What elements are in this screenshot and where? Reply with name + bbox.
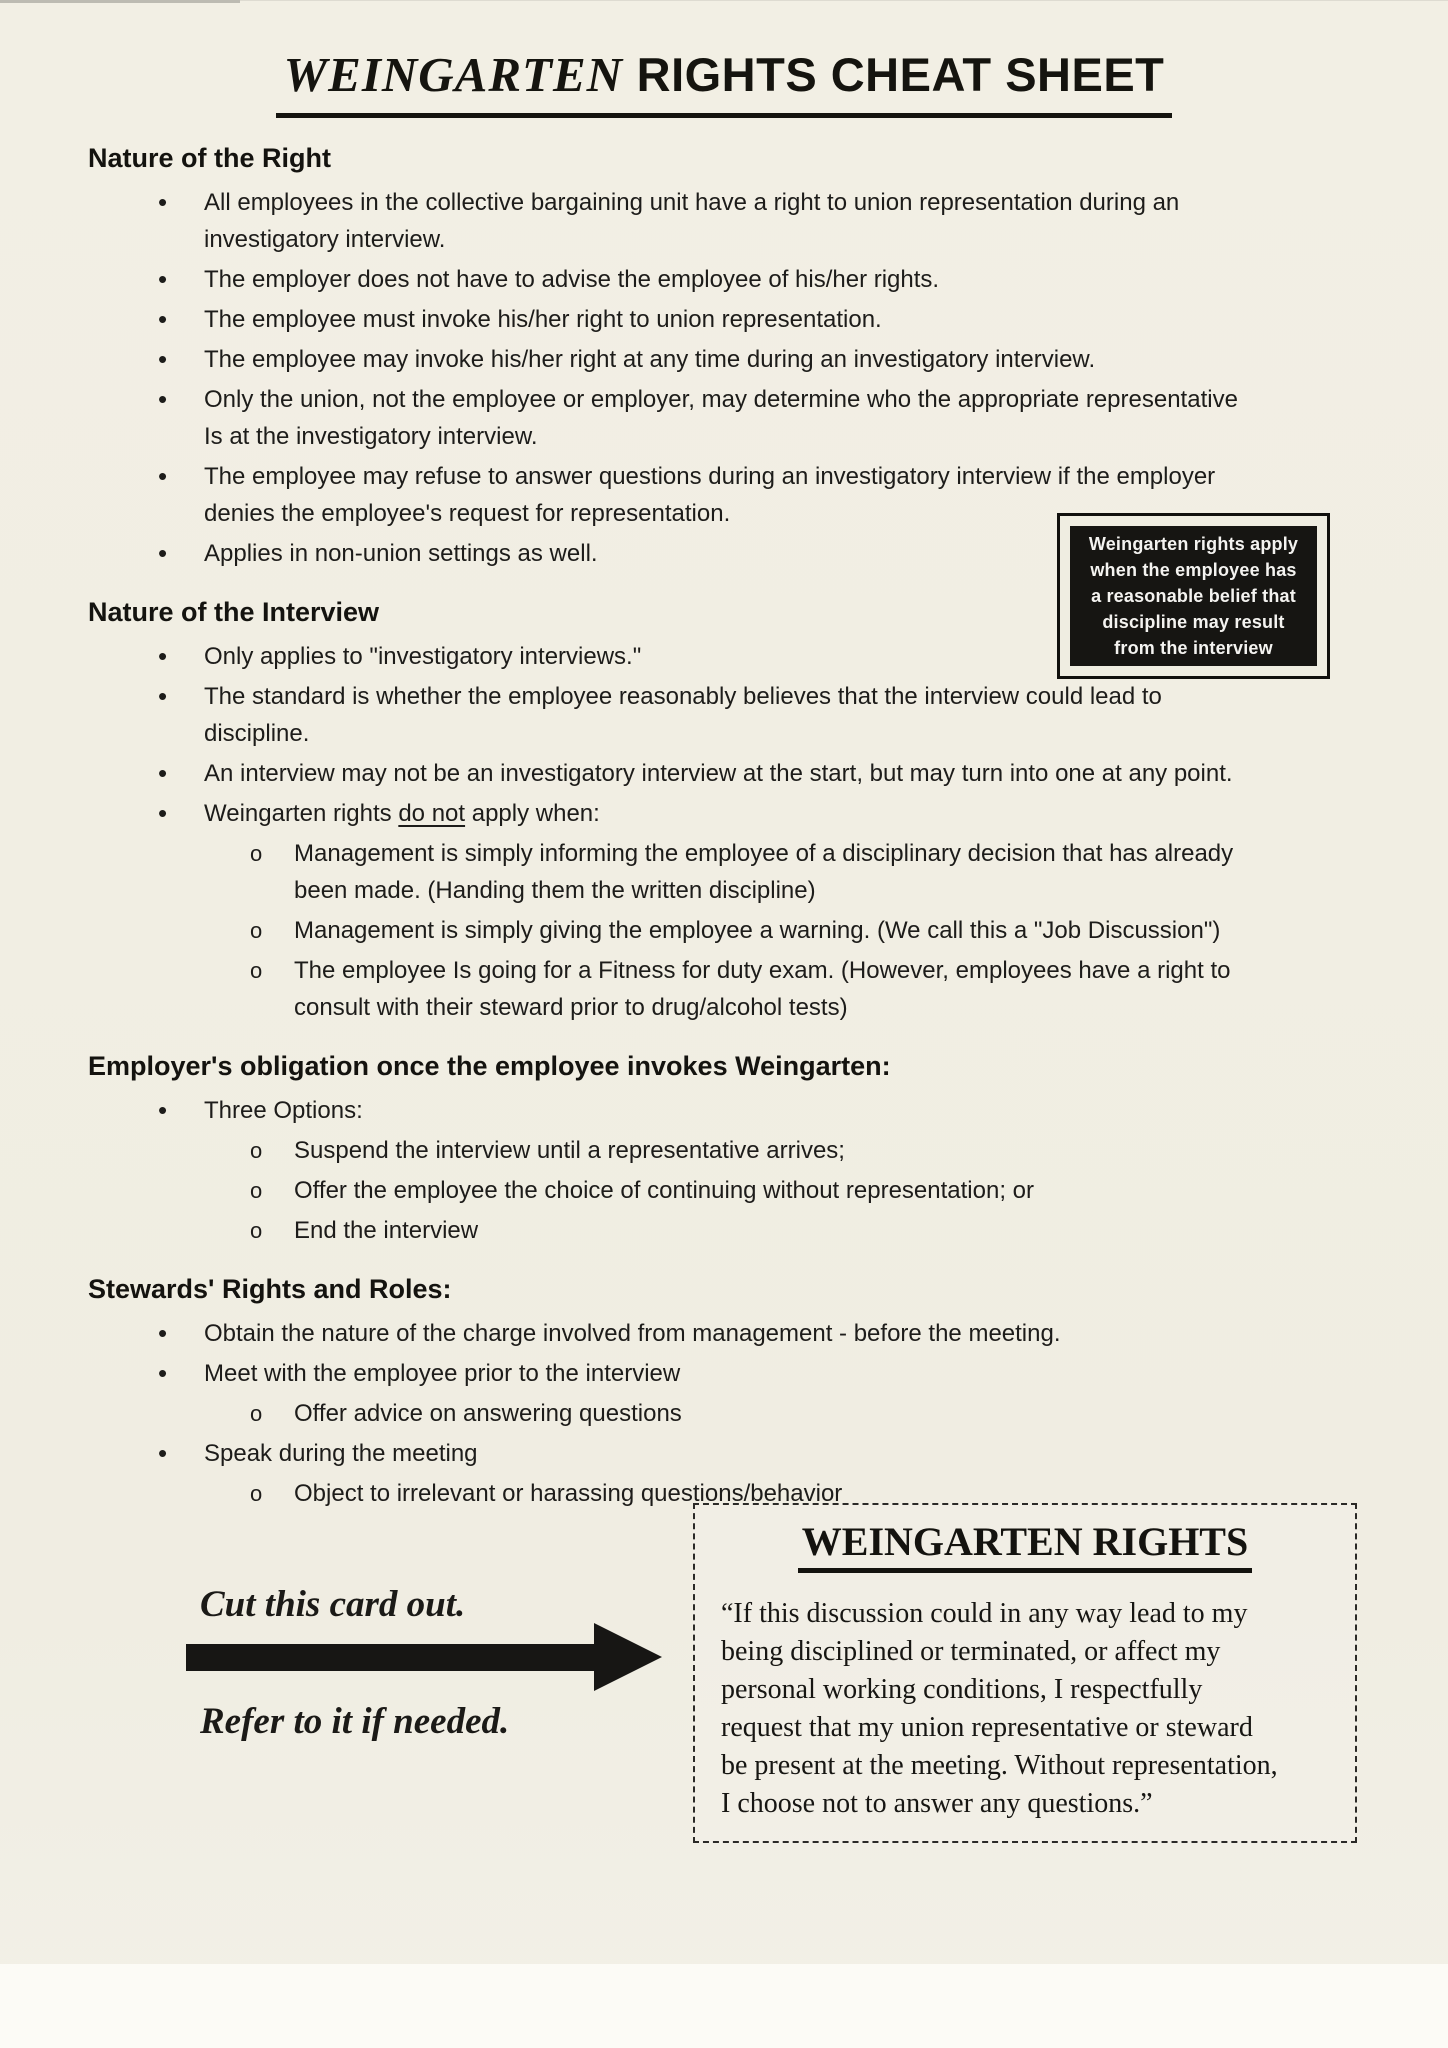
bullet-item (158, 381, 1448, 455)
bullet-icon: • (158, 798, 168, 828)
bullet-item (158, 1435, 1448, 1472)
text-line: An interview may not be an investigatory interview at the start, but may turn into one at any point. (204, 760, 1233, 787)
text-line: The employee may refuse to answer questions during an investigatory interview if the employer (204, 463, 1216, 490)
text-line: been made. (Handing them the written discipline) (294, 877, 816, 904)
bullet-item (158, 1355, 1448, 1392)
text-line: Applies in non-union settings as well. (204, 540, 598, 567)
page-title-underline (276, 46, 1173, 118)
card-title-wrap (695, 1519, 1355, 1573)
bullet-text (294, 1212, 1448, 1249)
bullet-icon: • (158, 681, 168, 711)
text-line: The employer does not have to advise the employee of his/her rights. (204, 266, 940, 293)
text-line: denies the employee's request for representation. (204, 500, 731, 527)
section-heading: Nature of the Right (88, 143, 331, 173)
bullet-text (204, 755, 1448, 792)
section (0, 140, 1448, 572)
circle-bullet-icon: o (250, 841, 263, 866)
text-line: Weingarten rights apply (1088, 534, 1299, 554)
text-line: The standard is whether the employee reasonably believes that the interview could lead to (204, 683, 1162, 710)
bullet-text (294, 952, 1448, 1026)
text-line: being disciplined or terminated, or affect my (721, 1636, 1221, 1667)
scan-edge-bottom (0, 1964, 1448, 2048)
text-line: Only applies to "investigatory interviews." (204, 643, 642, 670)
section-heading: Nature of the Interview (88, 597, 380, 627)
sub-bullet-item (250, 912, 1448, 949)
bullet-icon: • (158, 344, 168, 374)
sub-bullet-item (250, 835, 1448, 909)
bullet-text (204, 1092, 1448, 1129)
bullet-icon: • (158, 758, 168, 788)
bullet-text (204, 1315, 1448, 1352)
bullet-text (294, 912, 1448, 949)
section (0, 1271, 1448, 1512)
text-line: request that my union representative or steward (721, 1712, 1253, 1743)
bullet-text (204, 381, 1448, 455)
bullet-icon: • (158, 264, 168, 294)
text-line: Meet with the employee prior to the interview (204, 1360, 681, 1387)
cut-instruction-1: Cut this card out. (200, 1584, 466, 1625)
bullet-text (204, 1355, 1448, 1392)
text-line: Three Options: (204, 1097, 363, 1124)
plain-text: Weingarten rights (204, 800, 399, 827)
bullet-item (158, 755, 1448, 792)
text-line: investigatory interview. (204, 226, 446, 253)
text-line: Only the union, not the employee or employer, may determine who the appropriate representative (204, 386, 1238, 413)
bullet-item (158, 301, 1448, 338)
bullet-icon: • (158, 461, 168, 491)
text-line: Offer advice on answering questions (294, 1400, 682, 1427)
text-line: Obtain the nature of the charge involved from management - before the meeting. (204, 1320, 1061, 1347)
text-line: consult with their steward prior to drug/alcohol tests) (294, 994, 848, 1021)
bullet-icon: • (158, 187, 168, 217)
text-line: “If this discussion could in any way lead to my (721, 1598, 1248, 1629)
text-line: The employee may invoke his/her right at any time during an investigatory interview. (204, 346, 1096, 373)
card-quote (721, 1595, 1345, 1823)
bullet-text (204, 184, 1448, 258)
text-line: All employees in the collective bargaining unit have a right to union representation during an (204, 189, 1180, 216)
circle-bullet-icon: o (250, 918, 263, 943)
bullet-item (158, 184, 1448, 258)
text-line: Management is simply informing the employee of a disciplinary decision that has already (294, 840, 1234, 867)
bullet-text (204, 1435, 1448, 1472)
section-heading: Stewards' Rights and Roles: (88, 1274, 452, 1304)
text-line: a reasonable belief that (1091, 586, 1296, 606)
sub-bullet-item (250, 1212, 1448, 1249)
text-line: Speak during the meeting (204, 1440, 478, 1467)
bullet-item (158, 1315, 1448, 1352)
right-arrow-icon (186, 1623, 662, 1691)
bullet-icon: • (158, 1318, 168, 1348)
bullet-icon: • (158, 1438, 168, 1468)
arrow-shaft (186, 1644, 594, 1671)
circle-bullet-icon: o (250, 1218, 263, 1243)
bullet-text (204, 301, 1448, 338)
text-line: when the employee has (1090, 560, 1297, 580)
bullet-text (294, 835, 1448, 909)
bullet-item (158, 341, 1448, 378)
sub-bullet-item (250, 1172, 1448, 1209)
bullet-text (204, 341, 1448, 378)
sub-bullet-item (250, 952, 1448, 1026)
text-line: The employee must invoke his/her right to union representation. (204, 306, 882, 333)
bullet-icon: • (158, 304, 168, 334)
sections (0, 118, 1448, 1512)
card-title: WEINGARTEN RIGHTS (798, 1519, 1252, 1573)
text-line: discipline. (204, 720, 310, 747)
text-line: be present at the meeting. Without representation, (721, 1750, 1278, 1781)
text-line: End the interview (294, 1217, 479, 1244)
text-line: personal working conditions, I respectfully (721, 1674, 1203, 1705)
callout-text (1070, 526, 1317, 666)
bullet-item (158, 261, 1448, 298)
text-line: Suspend the interview until a representative arrives; (294, 1137, 845, 1164)
text-line (204, 795, 1448, 832)
circle-bullet-icon: o (250, 1138, 263, 1163)
bullet-text (204, 795, 1448, 832)
text-line: Management is simply giving the employee a warning. (We call this a "Job Discussion") (294, 917, 1221, 944)
bullet-text (294, 1132, 1448, 1169)
bullet-text (204, 678, 1448, 752)
plain-text: apply when: (465, 800, 600, 827)
text-line: Offer the employee the choice of continuing without representation; or (294, 1177, 1035, 1204)
sub-bullet-item (250, 1395, 1448, 1432)
text-line: The employee Is going for a Fitness for duty exam. (However, employees have a right to (294, 957, 1231, 984)
sub-bullet-item (250, 1132, 1448, 1169)
scan-edge-top (0, 0, 240, 3)
bullet-icon: • (158, 538, 168, 568)
text-line: I choose not to answer any questions.” (721, 1788, 1153, 1819)
bullet-item (158, 795, 1448, 832)
text-line: discipline may result (1102, 612, 1285, 632)
text-line: from the interview (1114, 638, 1273, 658)
bullet-icon: • (158, 641, 168, 671)
bullet-text (294, 1395, 1448, 1432)
circle-bullet-icon: o (250, 1401, 263, 1426)
bullet-item (158, 678, 1448, 752)
section-heading: Employer's obligation once the employee invokes Weingarten: (88, 1051, 891, 1081)
text-line: Object to irrelevant or harassing questions/behavior (294, 1480, 843, 1507)
circle-bullet-icon: o (250, 958, 263, 983)
weingarten-rights-card (693, 1503, 1357, 1843)
underlined-text: do not (398, 800, 466, 827)
bullet-icon: • (158, 384, 168, 414)
bullet-text (294, 1172, 1448, 1209)
page-title-italic: WEINGARTEN (283, 47, 624, 102)
bullet-item (158, 1092, 1448, 1129)
bullet-icon: • (158, 1095, 168, 1125)
cut-instruction-2: Refer to it if needed. (200, 1701, 510, 1742)
callout-box (1057, 513, 1330, 679)
circle-bullet-icon: o (250, 1481, 263, 1506)
arrow-head (594, 1623, 662, 1691)
text-line: Is at the investigatory interview. (204, 423, 538, 450)
section (0, 1048, 1448, 1249)
page-title-rest: RIGHTS CHEAT SHEET (623, 48, 1165, 101)
circle-bullet-icon: o (250, 1178, 263, 1203)
bullet-text (204, 261, 1448, 298)
bullet-icon: • (158, 1358, 168, 1388)
page-title (0, 0, 1448, 118)
